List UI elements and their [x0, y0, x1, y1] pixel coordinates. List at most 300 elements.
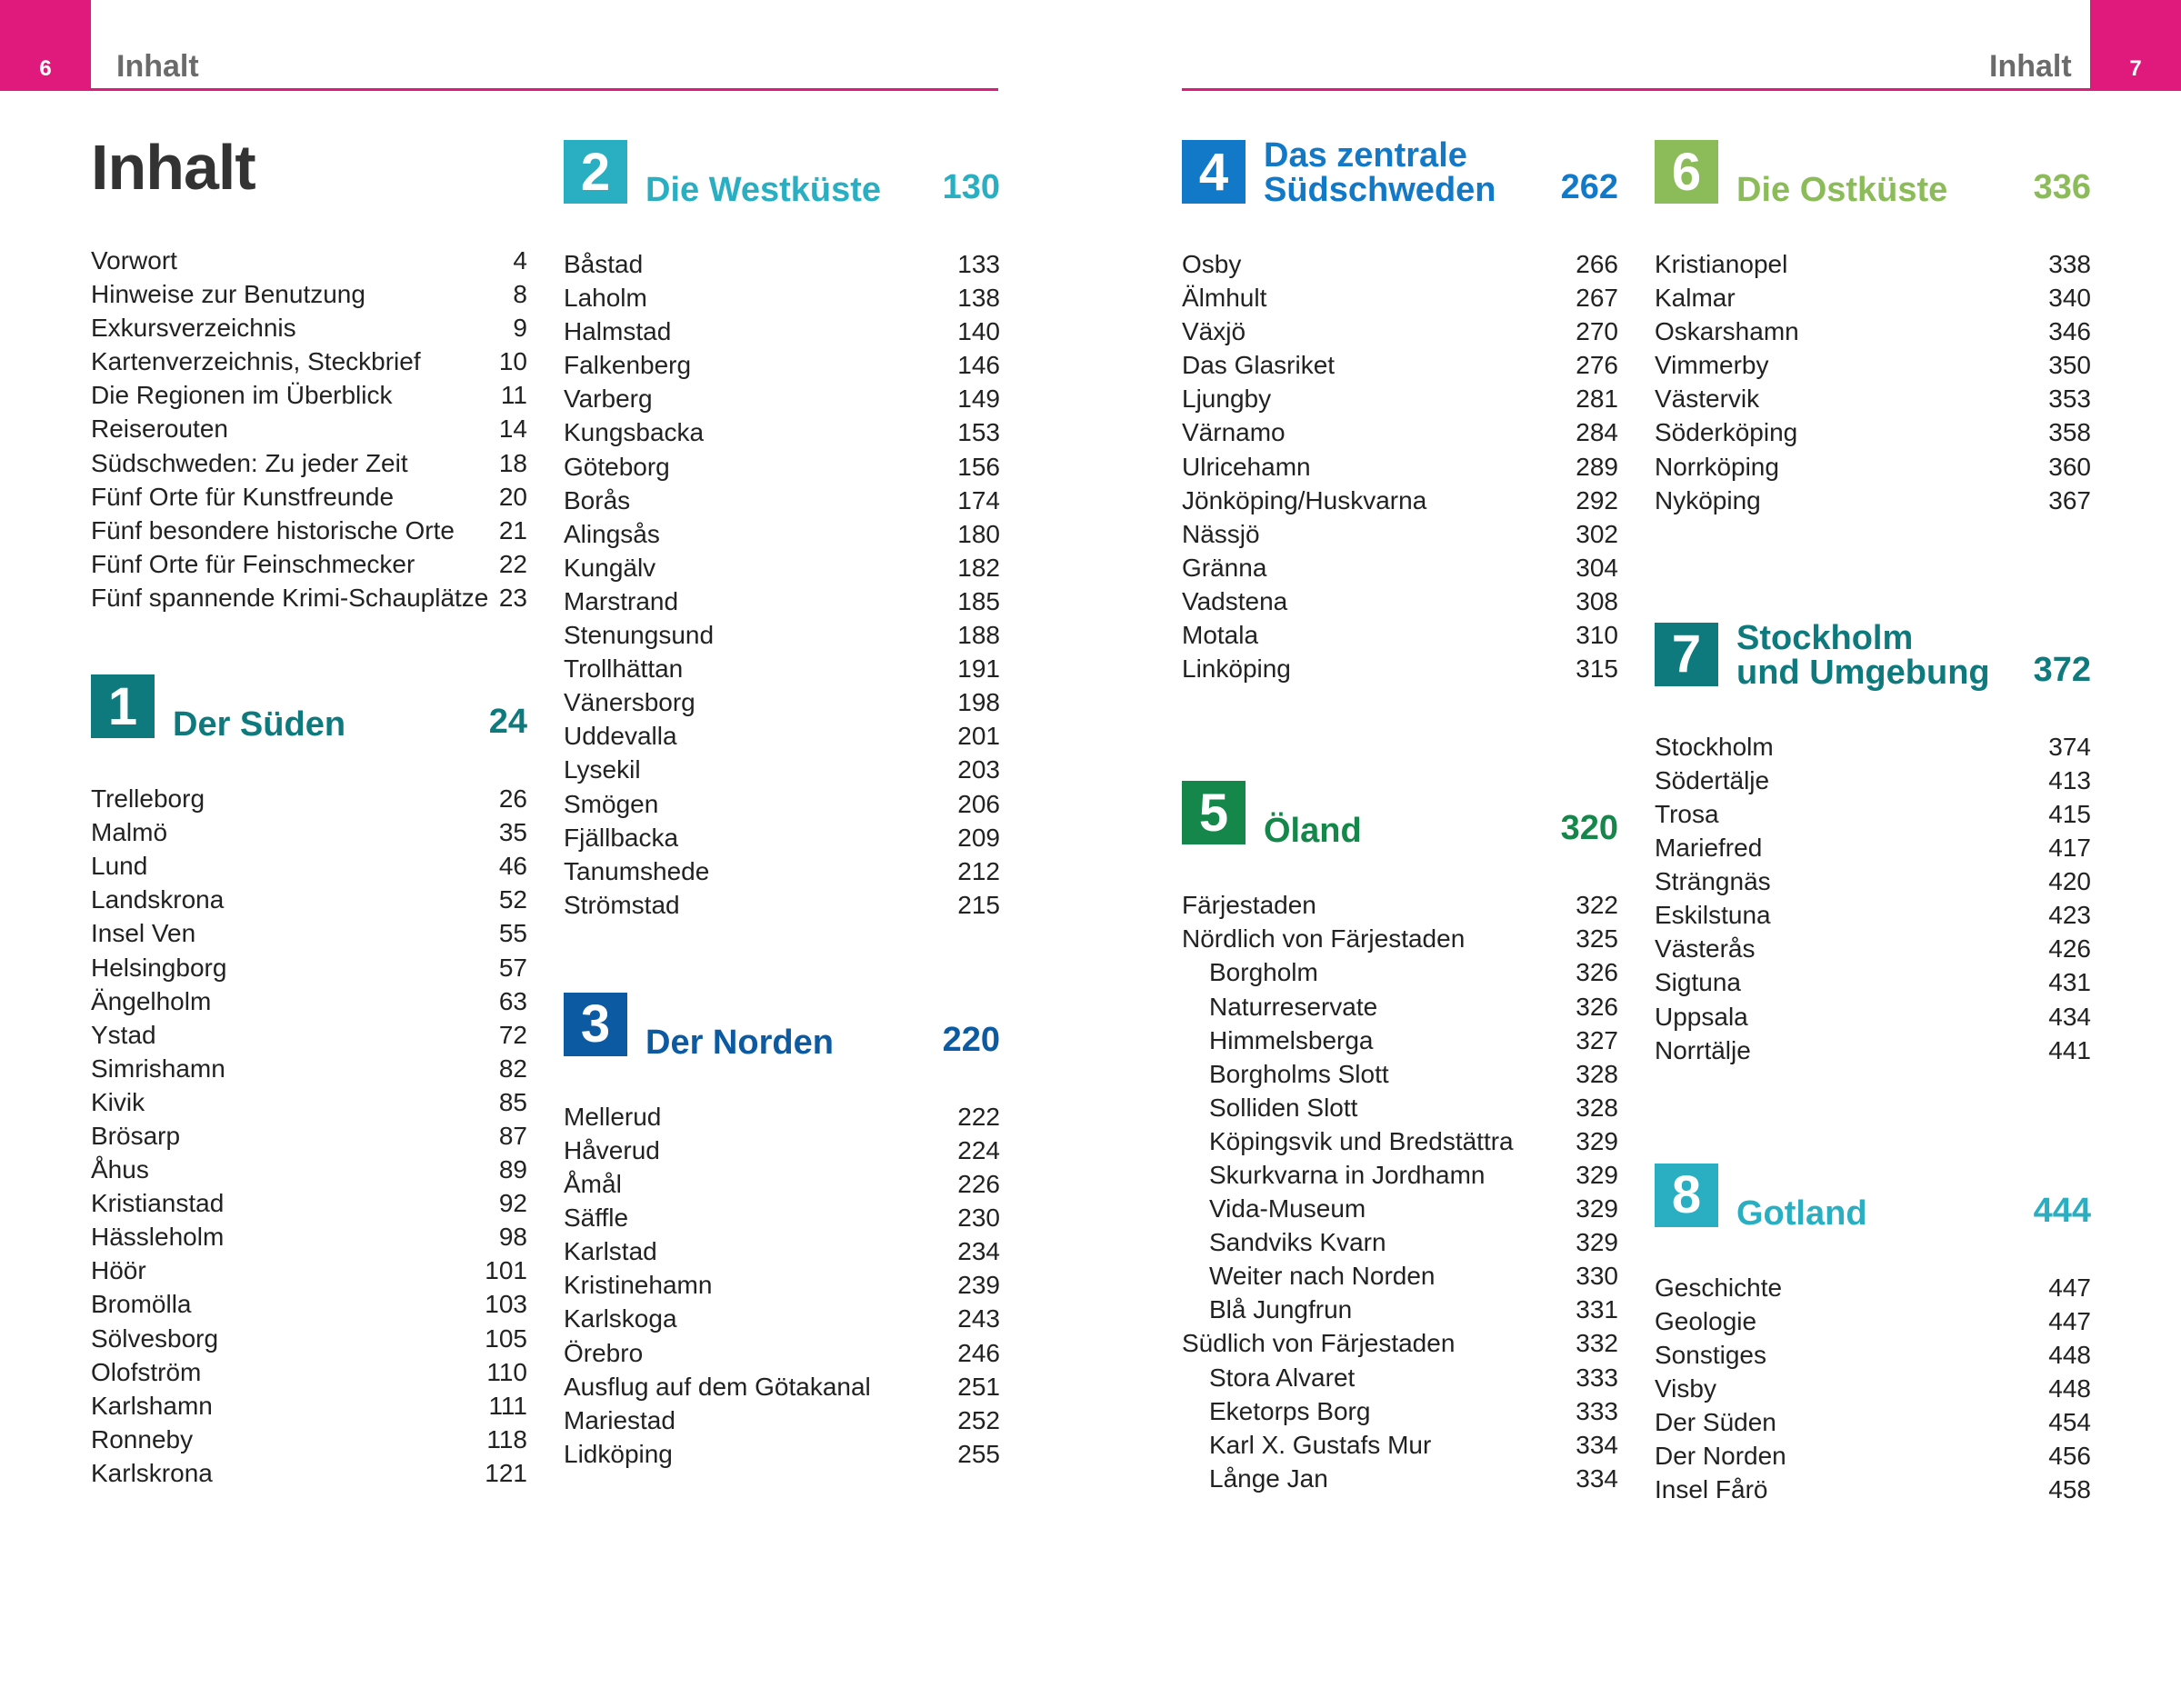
toc-entry[interactable]: [1655, 281, 2091, 315]
toc-entry[interactable]: [91, 244, 527, 277]
toc-entry-page: 332: [1576, 1329, 1618, 1358]
toc-entry[interactable]: [564, 652, 1000, 685]
toc-entry[interactable]: [91, 311, 527, 345]
toc-entry[interactable]: [1182, 1259, 1618, 1293]
toc-entry-page: 224: [957, 1135, 1000, 1164]
toc-entry-page: 434: [2048, 1002, 2091, 1031]
toc-entry-page: 284: [1576, 418, 1618, 447]
toc-entry[interactable]: [91, 378, 527, 412]
toc-entry[interactable]: [1182, 484, 1618, 517]
chapter-1-entries: [91, 782, 527, 1490]
toc-entry-label: Värnamo: [1182, 418, 1286, 447]
toc-entry[interactable]: [1182, 1428, 1618, 1462]
toc-entry[interactable]: [91, 1052, 527, 1085]
chapter-2-heading[interactable]: [564, 140, 1000, 209]
toc-entry-label: Simrishamn: [91, 1054, 225, 1083]
toc-entry[interactable]: [564, 1336, 1000, 1370]
toc-entry[interactable]: [91, 782, 527, 815]
toc-entry[interactable]: [1182, 517, 1618, 551]
toc-entry[interactable]: [564, 753, 1000, 786]
toc-entry[interactable]: [564, 821, 1000, 854]
toc-entry-page: 328: [1576, 1093, 1618, 1122]
toc-entry[interactable]: [1182, 247, 1618, 281]
toc-entry[interactable]: [1655, 1034, 2091, 1067]
toc-entry[interactable]: [564, 854, 1000, 888]
toc-entry-page: 133: [957, 250, 1000, 278]
toc-entry[interactable]: [1182, 955, 1618, 989]
chapter-5-heading[interactable]: [1182, 781, 1618, 851]
toc-entry-label: Südschweden: Zu jeder Zeit: [91, 448, 408, 477]
toc-entry[interactable]: [1182, 584, 1618, 618]
toc-entry-label: Nördlich von Färjestaden: [1182, 924, 1466, 954]
toc-entry[interactable]: [564, 1403, 1000, 1437]
toc-entry[interactable]: [564, 1370, 1000, 1403]
toc-entry-page: 331: [1576, 1295, 1618, 1324]
toc-entry[interactable]: [91, 951, 527, 984]
toc-entry[interactable]: [564, 348, 1000, 382]
toc-entry[interactable]: [564, 382, 1000, 415]
toc-entry[interactable]: [91, 984, 527, 1018]
toc-entry[interactable]: [564, 618, 1000, 652]
toc-entry-label: Blå Jungfrun: [1209, 1295, 1353, 1324]
toc-entry-label: Geschichte: [1655, 1273, 1783, 1302]
toc-entry-label: Fünf Orte für Feinschmecker: [91, 549, 415, 578]
toc-entry-page: 346: [2048, 317, 2091, 346]
toc-entry-label: Borgholm: [1209, 958, 1318, 987]
toc-entry-label: Vida-Museum: [1209, 1194, 1366, 1224]
toc-entry[interactable]: [564, 1302, 1000, 1335]
toc-entry-label: Tanumshede: [564, 856, 710, 885]
toc-entry-label: Smögen: [564, 789, 659, 818]
toc-entry[interactable]: [1182, 1091, 1618, 1124]
toc-entry-label: Norrtälje: [1655, 1035, 1751, 1064]
toc-entry-label: Älmhult: [1182, 284, 1267, 313]
chapter-8-page: 444: [2033, 1191, 2091, 1230]
toc-entry-page: 326: [1576, 958, 1618, 987]
toc-entry-label: Stenungsund: [564, 621, 715, 650]
chapter-7-heading[interactable]: [1655, 618, 2091, 692]
toc-entry[interactable]: [1655, 1000, 2091, 1034]
toc-entry-page: 10: [498, 347, 527, 376]
toc-entry[interactable]: [1182, 281, 1618, 315]
toc-entry[interactable]: [564, 1167, 1000, 1201]
toc-entry[interactable]: [564, 685, 1000, 719]
toc-entry-page: 243: [957, 1304, 1000, 1333]
toc-entry[interactable]: [1182, 1158, 1618, 1192]
toc-entry[interactable]: [1655, 1439, 2091, 1473]
toc-entry-label: Insel Ven: [91, 919, 196, 948]
toc-entry-label: Båstad: [564, 250, 644, 278]
toc-entry[interactable]: [91, 412, 527, 445]
toc-entry[interactable]: [1182, 1192, 1618, 1225]
toc-entry[interactable]: [1182, 922, 1618, 955]
toc-entry[interactable]: [564, 1268, 1000, 1302]
toc-entry-label: Trollhättan: [564, 654, 684, 684]
toc-entry-label: Der Norden: [1655, 1442, 1786, 1471]
toc-entry[interactable]: [91, 1456, 527, 1490]
toc-entry-label: Växjö: [1182, 317, 1246, 346]
toc-entry-label: Karl X. Gustafs Mur: [1209, 1430, 1432, 1459]
toc-entry-page: 329: [1576, 1160, 1618, 1189]
toc-entry[interactable]: [1182, 990, 1618, 1024]
toc-entry-page: 72: [498, 1020, 527, 1049]
chapter-1-number-box: 1: [91, 674, 155, 738]
toc-entry[interactable]: [1655, 831, 2091, 864]
toc-entry[interactable]: [91, 514, 527, 547]
toc-entry[interactable]: [1655, 965, 2091, 999]
toc-entry-label: Motala: [1182, 621, 1259, 650]
toc-entry[interactable]: [91, 1018, 527, 1052]
chapter-3-number-box: 3: [564, 993, 627, 1056]
toc-entry-label: Ulricehamn: [1182, 452, 1311, 481]
toc-entry-page: 308: [1576, 586, 1618, 615]
toc-entry[interactable]: [91, 1220, 527, 1254]
toc-entry[interactable]: [1655, 415, 2091, 449]
toc-entry-page: 310: [1576, 621, 1618, 650]
chapter-5-title: Öland: [1264, 812, 1362, 851]
toc-entry-label: Köpingsvik und Bredstättra: [1209, 1126, 1514, 1155]
chapter-4-title-line-2: Südschweden: [1264, 171, 1496, 209]
toc-entry-page: 270: [1576, 317, 1618, 346]
toc-entry-page: 206: [957, 789, 1000, 818]
toc-entry[interactable]: [1182, 1057, 1618, 1091]
toc-entry-page: 334: [1576, 1430, 1618, 1459]
toc-entry-label: Linköping: [1182, 654, 1291, 684]
toc-entry-page: 8: [513, 280, 527, 309]
toc-entry-page: 340: [2048, 284, 2091, 313]
toc-entry-page: 180: [957, 519, 1000, 548]
toc-entry[interactable]: [91, 1085, 527, 1119]
toc-entry-label: Stockholm: [1655, 732, 1774, 761]
toc-entry-page: 156: [957, 452, 1000, 481]
toc-entry-page: 328: [1576, 1059, 1618, 1088]
toc-entry-label: Hässleholm: [91, 1223, 225, 1252]
toc-entry-page: 326: [1576, 992, 1618, 1021]
toc-entry[interactable]: [91, 1355, 527, 1389]
toc-entry-page: 146: [957, 351, 1000, 380]
toc-entry[interactable]: [564, 450, 1000, 484]
toc-column-4: [1655, 140, 2091, 1506]
toc-entry[interactable]: [1655, 315, 2091, 348]
toc-entry-label: Kristianstad: [91, 1189, 225, 1218]
toc-entry[interactable]: [564, 247, 1000, 281]
chapter-1-page: 24: [488, 703, 527, 742]
toc-entry-label: Fünf Orte für Kunstfreunde: [91, 482, 395, 511]
chapter-2-page: 130: [942, 168, 1000, 206]
toc-entry-label: Fünf besondere historische Orte: [91, 515, 455, 544]
toc-entry[interactable]: [564, 517, 1000, 551]
toc-entry-label: Osby: [1182, 250, 1242, 278]
toc-entry-page: 447: [2048, 1273, 2091, 1302]
toc-entry-page: 21: [498, 515, 527, 544]
toc-entry[interactable]: [91, 345, 527, 378]
toc-entry[interactable]: [564, 1134, 1000, 1167]
toc-entry[interactable]: [1182, 1024, 1618, 1057]
chapter-8-title: Gotland: [1736, 1194, 1867, 1233]
toc-entry[interactable]: [1182, 618, 1618, 652]
toc-entry[interactable]: [91, 1254, 527, 1287]
toc-entry[interactable]: [1655, 1271, 2091, 1304]
toc-entry-label: Ljungby: [1182, 385, 1272, 414]
toc-entry-page: 4: [513, 246, 527, 275]
toc-entry-page: 329: [1576, 1126, 1618, 1155]
chapter-6-title: Die Ostküste: [1736, 171, 1948, 209]
toc-entry-label: Nyköping: [1655, 485, 1761, 514]
toc-entry-page: 121: [485, 1458, 527, 1487]
toc-entry-page: 14: [498, 415, 527, 444]
chapter-4-heading[interactable]: [1182, 136, 1618, 209]
toc-entry-page: 118: [486, 1424, 527, 1453]
toc-entry[interactable]: [91, 446, 527, 480]
chapter-8-number-box: 8: [1655, 1164, 1718, 1227]
toc-entry-page: 111: [488, 1391, 527, 1420]
toc-entry[interactable]: [564, 1100, 1000, 1134]
toc-entry-page: 198: [957, 688, 1000, 717]
toc-entry[interactable]: [1182, 1124, 1618, 1158]
toc-entry-label: Nässjö: [1182, 519, 1260, 548]
toc-entry[interactable]: [1655, 247, 2091, 281]
toc-entry-label: Jönköping/Huskvarna: [1182, 485, 1427, 514]
toc-entry[interactable]: [564, 551, 1000, 584]
toc-entry[interactable]: [91, 1389, 527, 1423]
toc-entry-label: Sigtuna: [1655, 968, 1741, 997]
toc-entry[interactable]: [1182, 1462, 1618, 1495]
toc-entry[interactable]: [1655, 382, 2091, 415]
toc-entry[interactable]: [1182, 1326, 1618, 1360]
toc-entry[interactable]: [1182, 415, 1618, 449]
toc-entry-label: Kivik: [91, 1087, 145, 1116]
toc-entry[interactable]: [1182, 1293, 1618, 1326]
toc-entry-label: Vadstena: [1182, 586, 1288, 615]
toc-entry[interactable]: [1182, 652, 1618, 685]
toc-entry[interactable]: [91, 547, 527, 581]
toc-entry[interactable]: [1182, 1361, 1618, 1394]
toc-entry-label: Åhus: [91, 1155, 149, 1184]
toc-entry[interactable]: [91, 849, 527, 883]
toc-entry[interactable]: [91, 1153, 527, 1186]
chapter-5-entries: [1182, 888, 1618, 1495]
toc-entry-label: Lund: [91, 852, 148, 881]
toc-entry[interactable]: [91, 581, 527, 614]
toc-entry[interactable]: [1655, 1372, 2091, 1405]
chapter-7-title: [1736, 618, 1990, 692]
toc-entry-label: Åmål: [564, 1170, 622, 1199]
toc-entry-page: 353: [2048, 385, 2091, 414]
toc-entry[interactable]: [91, 815, 527, 849]
toc-entry-label: Exkursverzeichnis: [91, 314, 296, 343]
toc-entry-page: 266: [1576, 250, 1618, 278]
toc-entry-label: Brösarp: [91, 1121, 181, 1150]
toc-entry-page: 188: [957, 621, 1000, 650]
toc-entry-label: Fjällbacka: [564, 823, 679, 852]
right-running-title: Inhalt: [1989, 49, 2072, 84]
toc-entry-page: 182: [957, 553, 1000, 582]
toc-entry[interactable]: [91, 1287, 527, 1321]
toc-entry[interactable]: [564, 584, 1000, 618]
toc-entry[interactable]: [1182, 450, 1618, 484]
toc-entry[interactable]: [91, 1186, 527, 1220]
toc-entry-page: 209: [957, 823, 1000, 852]
toc-entry-label: Stora Alvaret: [1209, 1363, 1356, 1392]
toc-entry-page: 52: [498, 885, 527, 914]
toc-entry[interactable]: [1655, 898, 2091, 932]
chapter-4-page: 262: [1560, 168, 1618, 206]
toc-entry-label: Karlskoga: [564, 1304, 677, 1333]
left-page-number-tab: [0, 0, 91, 91]
toc-entry[interactable]: [564, 787, 1000, 821]
toc-entry-page: 252: [957, 1405, 1000, 1434]
chapter-3-entries: [564, 1100, 1000, 1471]
toc-entry-page: 87: [498, 1121, 527, 1150]
toc-entry-label: Ystad: [91, 1020, 156, 1049]
toc-entry[interactable]: [564, 315, 1000, 348]
intro-entries: [91, 244, 527, 614]
toc-entry-label: Långe Jan: [1209, 1463, 1328, 1493]
chapter-2-title: Die Westküste: [645, 171, 882, 209]
chapter-8-heading[interactable]: [1655, 1164, 2091, 1233]
toc-entry-page: 203: [957, 755, 1000, 784]
toc-entry-page: 315: [1576, 654, 1618, 684]
toc-entry-page: 191: [957, 654, 1000, 684]
toc-entry-page: 415: [2048, 799, 2091, 828]
toc-entry-page: 98: [498, 1223, 527, 1252]
toc-entry[interactable]: [564, 484, 1000, 517]
chapter-4-entries: [1182, 247, 1618, 685]
toc-entry-label: Oskarshamn: [1655, 317, 1799, 346]
toc-entry[interactable]: [91, 277, 527, 311]
toc-entry-label: Falkenberg: [564, 351, 692, 380]
toc-entry-label: Kristinehamn: [564, 1271, 713, 1300]
toc-entry-page: 330: [1576, 1262, 1618, 1291]
toc-entry[interactable]: [1655, 450, 2091, 484]
toc-entry[interactable]: [1655, 797, 2091, 831]
toc-entry[interactable]: [564, 888, 1000, 922]
toc-entry-label: Fünf spannende Krimi-Schauplätze: [91, 583, 489, 612]
toc-entry[interactable]: [1182, 1394, 1618, 1428]
toc-entry[interactable]: [91, 1119, 527, 1153]
toc-entry-label: Südlich von Färjestaden: [1182, 1329, 1456, 1358]
toc-entry[interactable]: [1182, 1225, 1618, 1259]
toc-entry-label: Ängelholm: [91, 986, 212, 1015]
toc-entry-page: 327: [1576, 1025, 1618, 1054]
toc-entry[interactable]: [1655, 730, 2091, 764]
toc-entry-page: 276: [1576, 351, 1618, 380]
chapter-4-title: [1264, 138, 1496, 207]
toc-entry[interactable]: [1182, 315, 1618, 348]
toc-entry-page: 448: [2048, 1373, 2091, 1403]
toc-entry-page: 267: [1576, 284, 1618, 313]
toc-entry-label: Karlstad: [564, 1237, 657, 1266]
toc-entry[interactable]: [564, 719, 1000, 753]
toc-entry-page: 46: [498, 852, 527, 881]
toc-entry[interactable]: [1655, 1405, 2091, 1439]
toc-entry-label: Lysekil: [564, 755, 641, 784]
chapter-7-number-box: 7: [1655, 623, 1718, 686]
toc-entry-page: 89: [498, 1155, 527, 1184]
toc-entry[interactable]: [1655, 484, 2091, 517]
chapter-3-heading[interactable]: [564, 993, 1000, 1062]
toc-entry-page: 226: [957, 1170, 1000, 1199]
toc-entry-page: 20: [498, 482, 527, 511]
toc-entry-label: Halmstad: [564, 317, 672, 346]
toc-entry-label: Örebro: [564, 1338, 644, 1367]
toc-entry-label: Bromölla: [91, 1290, 192, 1319]
toc-entry-label: Varberg: [564, 385, 653, 414]
toc-entry[interactable]: [1655, 1338, 2091, 1372]
toc-entry-page: 448: [2048, 1340, 2091, 1369]
toc-entry[interactable]: [1182, 551, 1618, 584]
right-page-number-tab: [2090, 0, 2181, 91]
toc-entry[interactable]: [564, 1234, 1000, 1268]
toc-entry-page: 57: [498, 953, 527, 982]
toc-entry-label: Visby: [1655, 1373, 1716, 1403]
toc-entry-label: Kristianopel: [1655, 250, 1788, 278]
toc-entry-page: 35: [498, 818, 527, 847]
chapter-5-page: 320: [1560, 809, 1618, 848]
toc-entry-label: Trosa: [1655, 799, 1719, 828]
toc-entry-page: 82: [498, 1054, 527, 1083]
chapter-1-heading[interactable]: [91, 674, 527, 744]
toc-entry[interactable]: [1655, 764, 2091, 797]
toc-entry-page: 105: [485, 1323, 527, 1353]
toc-entry[interactable]: [1182, 382, 1618, 415]
toc-entry-label: Hinweise zur Benutzung: [91, 280, 365, 309]
toc-entry-label: Borgholms Slott: [1209, 1059, 1389, 1088]
toc-entry-page: 423: [2048, 901, 2091, 930]
toc-entry-page: 239: [957, 1271, 1000, 1300]
toc-entry[interactable]: [91, 1423, 527, 1456]
toc-entry[interactable]: [1655, 1304, 2091, 1338]
chapter-6-heading[interactable]: [1655, 140, 2091, 209]
toc-entry-label: Malmö: [91, 818, 168, 847]
toc-entry[interactable]: [91, 480, 527, 514]
toc-entry[interactable]: [1655, 1473, 2091, 1506]
toc-entry-label: Geologie: [1655, 1306, 1757, 1335]
toc-entry-page: 222: [957, 1102, 1000, 1131]
toc-entry[interactable]: [91, 883, 527, 916]
toc-entry[interactable]: [1655, 932, 2091, 965]
toc-entry[interactable]: [564, 281, 1000, 315]
toc-entry-page: 333: [1576, 1396, 1618, 1425]
toc-entry-page: 281: [1576, 385, 1618, 414]
toc-entry-page: 230: [957, 1204, 1000, 1233]
chapter-6-page: 336: [2033, 168, 2091, 206]
toc-entry-page: 63: [498, 986, 527, 1015]
toc-entry[interactable]: [564, 415, 1000, 449]
toc-entry[interactable]: [91, 1322, 527, 1355]
toc-entry-label: Der Süden: [1655, 1408, 1776, 1437]
toc-entry-label: Sonstiges: [1655, 1340, 1766, 1369]
toc-entry-label: Höör: [91, 1256, 146, 1285]
toc-entry[interactable]: [1655, 864, 2091, 898]
toc-entry[interactable]: [564, 1437, 1000, 1471]
chapter-7-title-line-2: und Umgebung: [1736, 653, 1990, 692]
toc-entry[interactable]: [1655, 348, 2091, 382]
toc-entry[interactable]: [564, 1201, 1000, 1234]
toc-entry[interactable]: [1182, 888, 1618, 922]
toc-entry-page: 92: [498, 1189, 527, 1218]
toc-entry-label: Sandviks Kvarn: [1209, 1228, 1386, 1257]
toc-entry-label: Mariestad: [564, 1405, 675, 1434]
toc-entry-label: Kalmar: [1655, 284, 1736, 313]
toc-entry-label: Borås: [564, 485, 631, 514]
toc-entry[interactable]: [1182, 348, 1618, 382]
toc-entry-page: 358: [2048, 418, 2091, 447]
toc-entry-label: Mellerud: [564, 1102, 662, 1131]
toc-entry[interactable]: [91, 916, 527, 950]
chapter-7-title-line-1: Stockholm: [1736, 618, 1914, 657]
toc-entry-page: 85: [498, 1087, 527, 1116]
